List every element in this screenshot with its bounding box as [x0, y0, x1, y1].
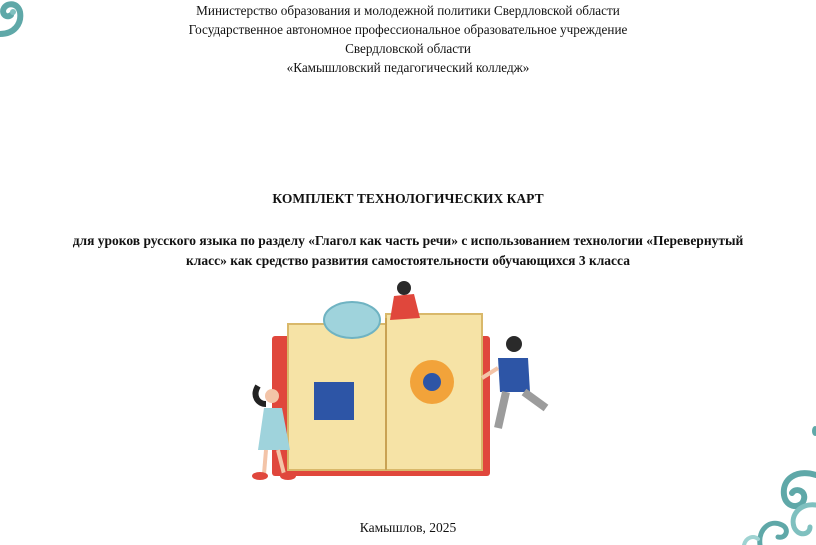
region-line: Свердловской области — [345, 41, 471, 56]
header-block — [0, 0, 816, 77]
subtitle-line-1: для уроков русского языка по разделу «Глагол как часть речи» с использованием технологии «Перевернутый — [72, 233, 744, 248]
book-illustration-icon — [230, 278, 560, 488]
subtitle-line-2: класс» как средство развития самостоятельности обучающихся 3 класса — [186, 253, 630, 268]
place-and-year: Камышлов, 2025 — [359, 520, 457, 535]
teal-dot-decoration-icon — [810, 425, 816, 437]
teal-swirl-decoration-icon — [0, 0, 30, 40]
ministry-line: Министерство образования и молодежной политики Свердловской области — [196, 3, 620, 18]
document-subtitle — [0, 231, 816, 271]
document-title: КОМПЛЕКТ ТЕХНОЛОГИЧЕСКИХ КАРТ — [272, 191, 544, 206]
institution-line: Государственное автономное профессиональное образовательное учреждение — [188, 22, 628, 37]
college-name: «Камышловский педагогический колледж» — [286, 60, 530, 75]
